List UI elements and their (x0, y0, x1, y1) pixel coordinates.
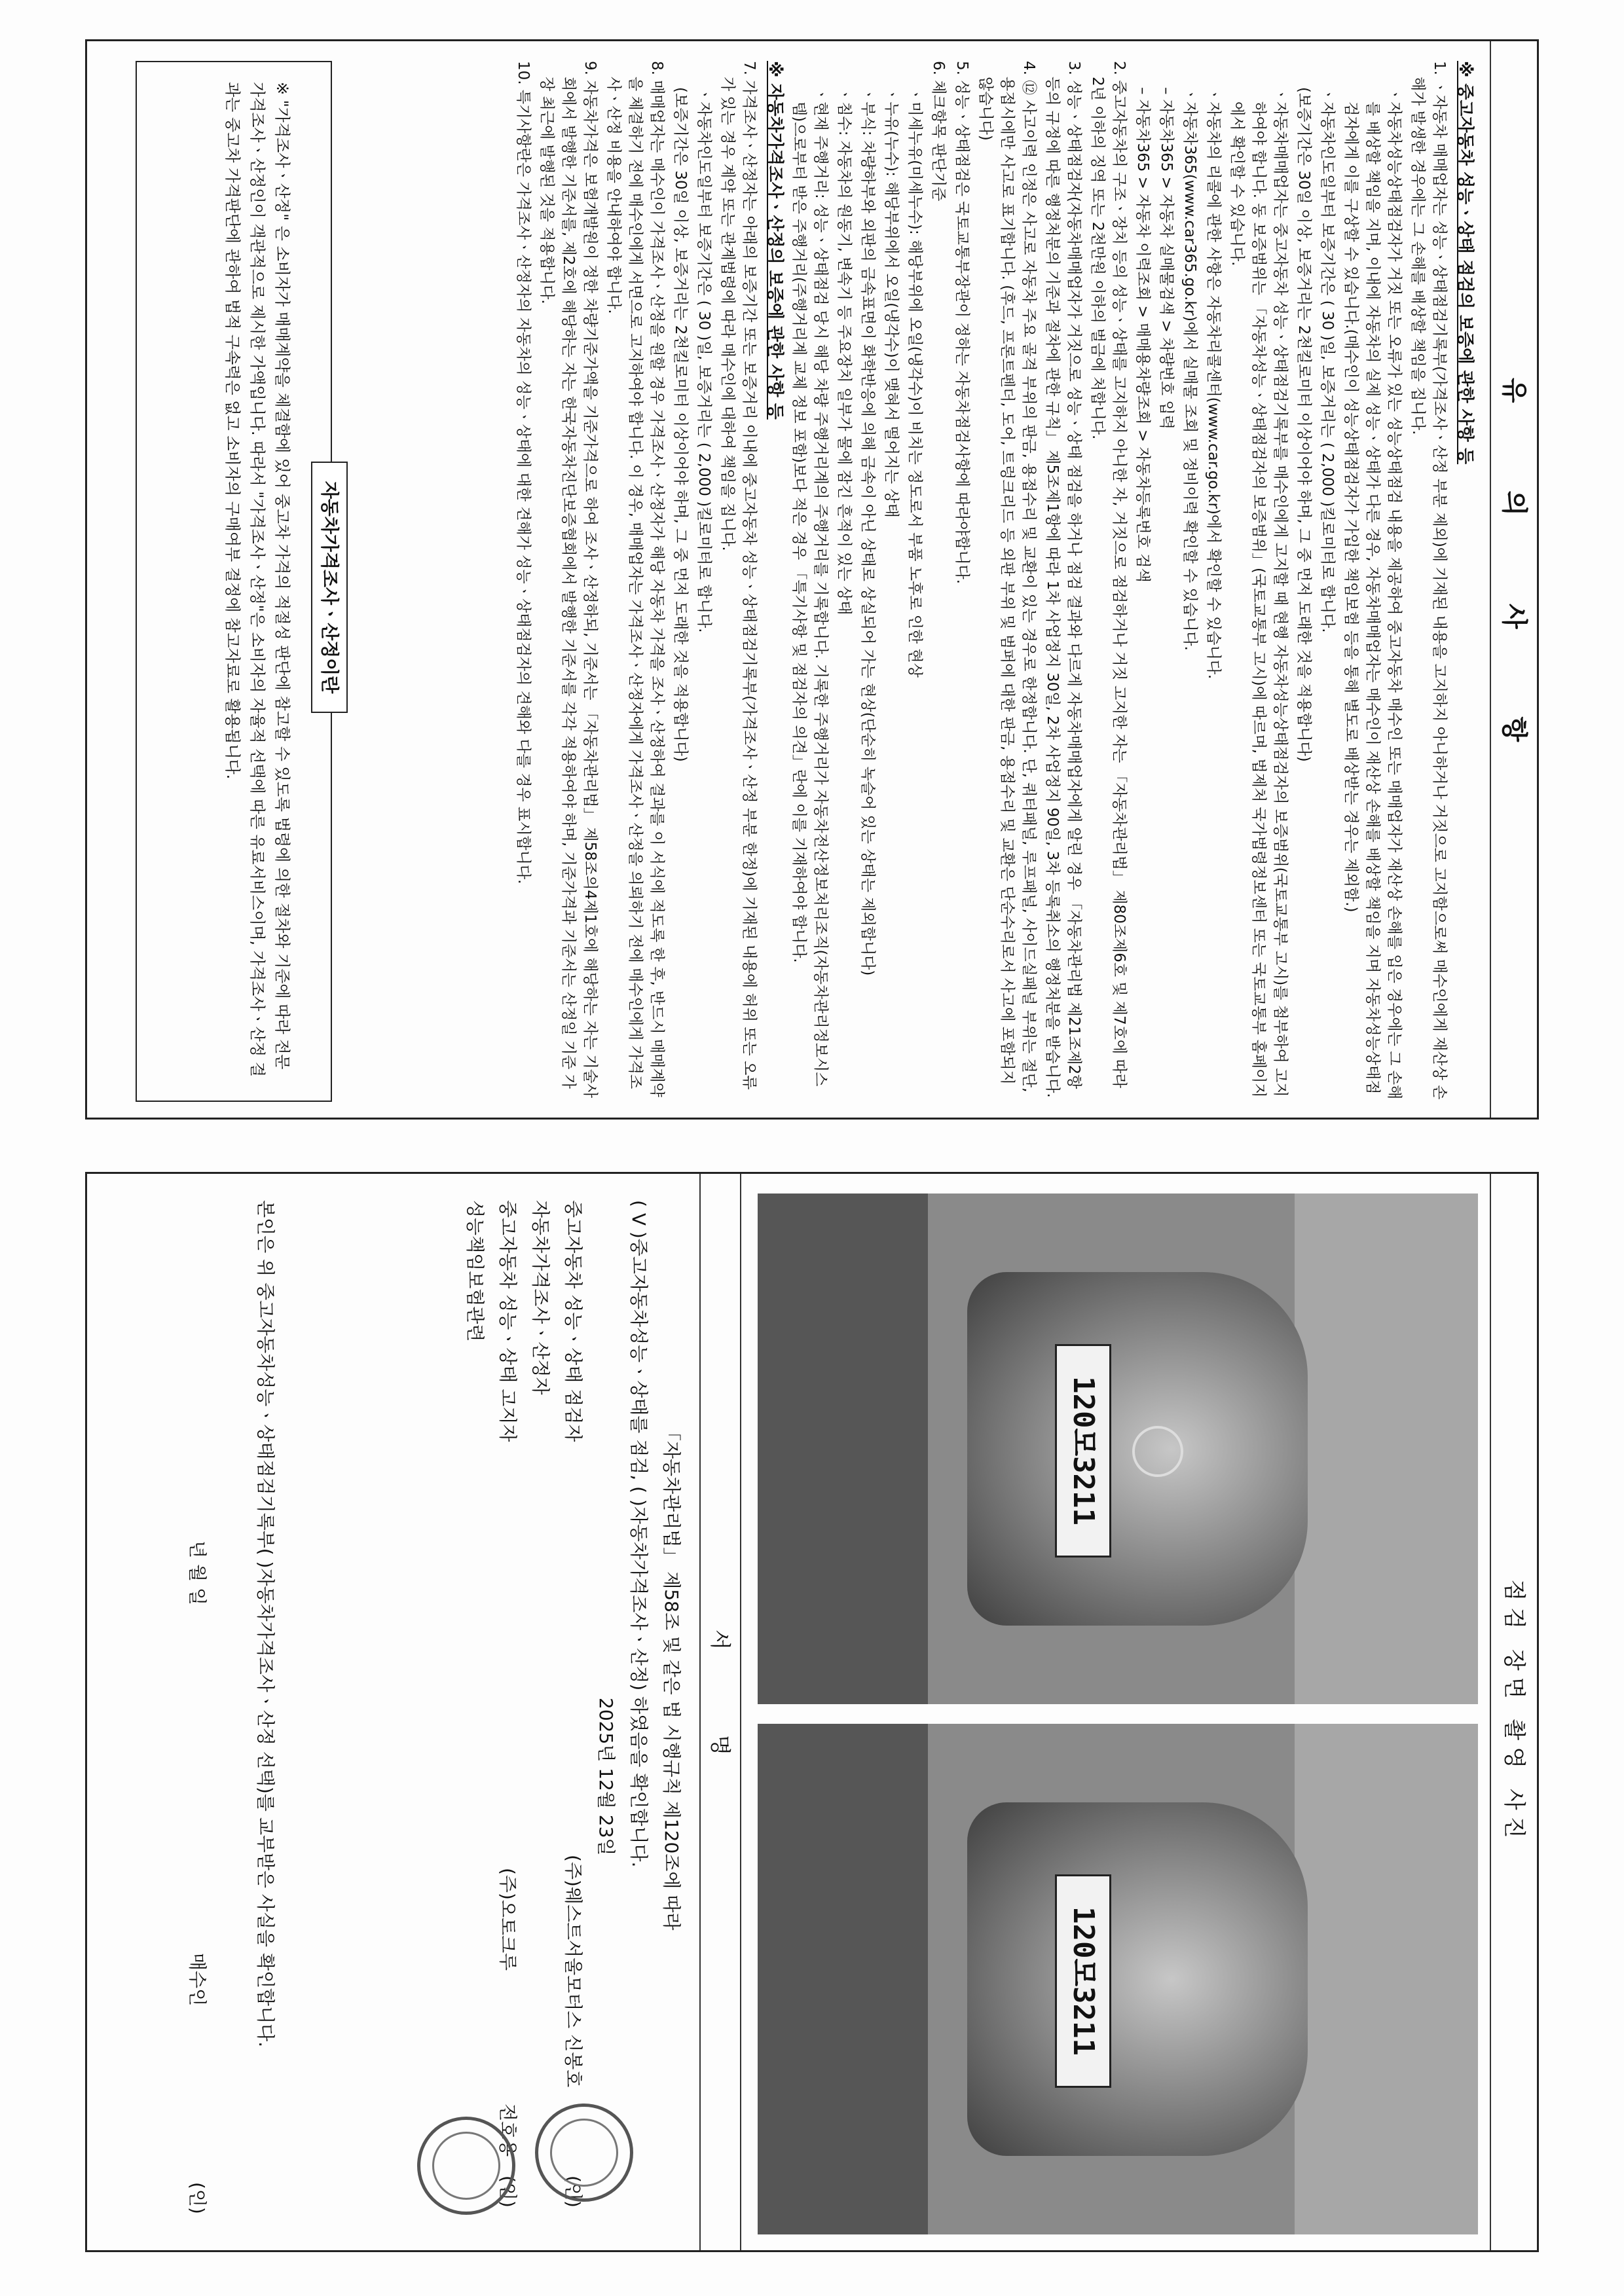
notice-item: 4. ⑫ 사고이력 인정은 사고로 자동차 주요 골격 부위의 판금, 용접수리 및 교환이 있는 경우로 한정합니다. 단, 쿼터패널, 루프패널, 사이드실패널 부위는 절단, 용접시에만 사고로 표기합니다. (후드, 프론트펜더, 도어, 트렁크리드 등 외판 부위 및 범퍼에 대한 판금, 용접수리 및 교환은 단순수리로서 사고에 포함되지 않습니다) (977, 61, 1037, 1093)
notice-item: 6. 체크항목 판단기준 (930, 61, 947, 202)
notice-panel (85, 39, 1539, 1120)
notice-subitem: ㆍ부식: 차량하부와 외판의 금속표면이 화학반응에 의해 금속이 아닌 상태로 상실되어 가는 현상(단순히 녹슬어 있는 상태는 제외합니다) (859, 87, 876, 976)
license-plate: 120모3211 (1055, 1344, 1111, 1558)
role-label: 성능책임보험관련 (464, 1200, 486, 1342)
license-plate: 120모3211 (1055, 1874, 1111, 2088)
notice-title: 유 의 사 항 (1490, 41, 1537, 1118)
signature-intro: 「자동차관리법」 제58조 및 같은 법 시행규칙 제120조에 따라 (661, 1423, 682, 1931)
notice-subitem: ㆍ침수: 자동차의 원동기, 변속기 등 주요장치 일부가 물에 잠긴 흔적이 있는 상태 (836, 87, 853, 615)
role-signature: 전호용 (497, 2104, 519, 2157)
rear-photo (758, 1724, 1478, 2234)
buyer-seal-mark: (인) (187, 2182, 208, 2214)
photo-ground (758, 1194, 928, 1704)
section-price-head: ※ 자동차가격조사ㆍ산정의 보증에 관한 사항 등 (765, 61, 784, 420)
notice-subitem: ㆍ미세누유(미세누수): 해당부위에 오일(냉각수)이 비치는 정도로서 부품 노후로 인한 현상 (906, 87, 923, 678)
price-definition-box (136, 61, 341, 1102)
signature-panel (85, 1172, 1539, 2252)
notice-item: 10. 특기사항란은 가격조사ㆍ산정자의 자동차의 성능ㆍ상태에 대한 견해가 성능ㆍ상태점검자의 견해와 다를 경우 표시합니다. (515, 61, 532, 884)
notice-subitem: (보증기간은 30일 이상, 보증거리는 2천킬로미터 이상이어야 하며, 그 중 먼저 도래한 것을 적용합니다) (1295, 87, 1312, 762)
signature-section-title: 서 명 (699, 1174, 741, 2250)
role-name: (주)웨스트서울모터스 신봉호 (563, 1855, 584, 2088)
price-definition-text: ※ "가격조사ㆍ산정" 은 소비자가 매매계약을 체결함에 있어 중고차 가격의 적절성 판단에 참고할 수 있도록 법령에 의한 절차와 기준에 따라 전문 가격조사ㆍ산정인이 객관적으로 제시한 가액입니다. 따라서 "가격조사ㆍ산정"은 소비자의 자율적 선택에 따른 유료서비스이며, 가격조사ㆍ산정 결과는 중고차 가격판단에 관하여 법적 구속력은 없고 소비자의 구매여부 결정에 참고자료로 활용됩니다. (223, 82, 291, 1077)
role-label: 중고자동차 성능ㆍ상태 고지자 (497, 1200, 519, 1442)
notice-subitem: – 자동차365 > 자동차 이력조회 > 매매용차량조회 > 자동차등록번호 검색 (1134, 87, 1151, 583)
notice-item: 3. 성능ㆍ상태점검자(자동차매매업자가 거짓으로 성능ㆍ상태 점검을 하거나 점검 결과와 다르게 자동차매매업자에게 알린 경우 「자동차관리법 제21조제2항 등의 규정에 따른 행정처분의 기준과 절차에 관한 규칙」 제5조제1항에 따라 1차 사업정지 30일, 2차 사업정지 90일, 3차 등록취소의 행정처분을 받습니다. (1044, 61, 1082, 1098)
notice-body (510, 61, 1478, 1102)
section-performance-head: ※ 중고자동차 성능ㆍ상태 점검의 보증에 관한 사항 등 (1455, 61, 1475, 465)
notice-subitem: (보증기간은 30일 이상, 보증거리는 2천킬로미터 이상이어야 하며, 그 중 먼저 도래한 것을 적용합니다) (672, 87, 689, 762)
signature-date: 2025년 12월 23일 (595, 1698, 617, 1856)
seal-mark: (인) (563, 2176, 584, 2208)
buyer-label: 매수인 (187, 1953, 208, 2007)
notice-item: 2. 중고자동차의 구조ㆍ장치 등의 성능ㆍ상태를 고지하지 아니한 자, 거짓으로 점검하거나 거짓 고지한 자는 「자동차관리법」 제80조제6호 및 제7호에 따라 2년 이하의 징역 또는 2천만원 이하의 벌금에 처합니다. (1089, 61, 1128, 1088)
signature-checkbox-line: ( V )중고자동차성능ㆍ상태를 점검, ( )자동차가격조사ㆍ산정) 하였음을 확인합니다. (628, 1200, 650, 1868)
role-label: 자동차가격조사ㆍ산정자 (530, 1200, 551, 1395)
inspection-photos (758, 1194, 1478, 2234)
notice-subitem: ㆍ자동차의 리콜에 관한 사항은 자동차리콜센터(www.car.go.kr)에서 확인할 수 있습니다. (1205, 87, 1222, 680)
notice-subitem: ㆍ자동차성능상태점검자가 거짓 또는 오류가 있는 성능상태점검 내용을 제공하여 중고자동차 매수인 또는 매매업자가 재산상 손해를 입은 경우에는 그 손해를 배상할 책임을 지며, 이내에 자동차의 실제 성능ㆍ상태가 다른 경우, 자동차매매업자는 매수인이 재산상 손해를 배상할 책임을 지며 자동차성능상태점검자에게 이를 구상할 수 있습니다.(매수인이 성능상태점검자가 가입한 책임보험 등을 통해 별도로 배상받는 경우는 제외함.) (1342, 87, 1403, 1100)
notice-item: 7. 가격조사ㆍ산정자는 아래의 보증기간 또는 보증거리 이내에 중고자동차 성능ㆍ상태점검기록부(가격조사ㆍ산정 부분 한정)에 기재된 내용에 허위 또는 오류가 있는 경우 계약 또는 관계법령에 따라 매수인에 대하여 책임을 집니다. (719, 61, 758, 1090)
confirmation-date-blank: 년 월 일 (187, 1540, 208, 1605)
car-rear-image (967, 1802, 1308, 2156)
signature-body (456, 1200, 686, 2228)
buyer-confirmation (172, 1200, 280, 2228)
front-photo (758, 1194, 1478, 1704)
notice-item: 1. ㆍ자동차 매매업자는 성능ㆍ상태점검기록부(가격조사ㆍ산정 부분 제외)에 기재된 내용을 고지하지 아니하거나 거짓으로 고지함으로써 매수인에게 재산상 손해가 발생한 경우에는 그 손해를 배상할 책임을 집니다. (1409, 61, 1448, 1100)
notice-item: 8. 매매업자는 매수인이 가격조사ㆍ산정을 원할 경우 가격조사ㆍ산정자가 해당 자동차 가격을 조사ㆍ산정하여 결과를 이 서식에 적도록 한 후, 반드시 매매계약을 체결하기 전에 매수인에게 서면으로 고지하여야 합니다. 이 경우, 매매업자는 가격조사ㆍ산정자에게 가격조사ㆍ산정을 의뢰하기 전에 매수인에게 가격조사ㆍ산정 비용을 안내하여야 합니다. (605, 61, 665, 1097)
notice-subitem: ㆍ자동차매매업자는 중고자동차 성능ㆍ상태점검기록부를 매수인에게 고지할 때 현행 자동차성능상태점검자의 보증범위(국토교통부 고시)를 첨부하여 고지하여야 합니다. 동 보증범위는 「자동차성능ㆍ상태점검자의 보증범위」(국토교통부 고시)에 따르며, 법제처 국가법령정보센터 또는 국토교통부 홈페이지에서 확인할 수 있습니다. (1228, 87, 1289, 1098)
confirmation-text: 본인은 위 중고자동차성능ㆍ상태점검기록부( )자동차가격조사ㆍ산정 선택)를 교부받은 사실을 확인합니다. (255, 1200, 276, 2048)
notice-subitem: ㆍ누유(누수): 해당부위에서 오일(냉각수)이 맺혀서 떨어지는 상태 (883, 87, 900, 518)
company-seal-stamp (535, 2104, 633, 2202)
photo-background (1295, 1194, 1478, 1704)
seal-mark: (인) (497, 2176, 519, 2208)
notice-subitem: ㆍ자동차인도일부터 보증기간은 ( 30 )일, 보증거리는 ( 2,000 )킬로미터로 합니다. (695, 87, 712, 633)
notice-subitem: – 자동차365 > 자동차 실매물검색 > 차량번호 입력 (1158, 87, 1175, 429)
price-definition-title: 자동차가격조사ㆍ산정이란 (311, 462, 348, 713)
notice-subitem: ㆍ현재 주행거리: 성능ㆍ상태점검 당시 해당 차량 주행거리계의 주행거리를 기록합니다. 기록한 주행거리가 자동차전산정보처리조직(자동차관리정보시스템)으로부터 받은 주행거리(주행거리계 교체 정보 포함)보다 적은 경우 「특기사항 및 점검자의 의견」란에 이를 기재하여야 합니다. (790, 87, 829, 1087)
role-name: (주)오토크루 (497, 1868, 519, 1971)
notice-subitem: ㆍ자동차인도일부터 보증기간은 ( 30 )일, 보증거리는 ( 2,000 )킬로미터로 합니다. (1319, 87, 1336, 633)
notice-subitem: ㆍ자동차365(www.car365.go.kr)에서 실매물 조회 및 정비이력 확인할 수 있습니다. (1181, 87, 1198, 651)
photo-background (1295, 1724, 1478, 2234)
photo-section-title: 점검 장면 촬영 사진 (1490, 1174, 1537, 2250)
rotated-document-sheet (85, 39, 1539, 2252)
role-label: 중고자동차 성능ㆍ상태 점검자 (563, 1200, 584, 1442)
notice-item: 9. 자동차가격은 보험개발원이 정한 차량기준가액을 기준가격으로 하여 조사ㆍ산정하되, 기준서는 「자동차관리법」 제58조의4제1호에 해당하는 자는 기술사회에서 발행한 기준서를, 제2호에 해당하는 자는 한국자동차진단보증협회에서 발행한 기준서를 각각 적용하여야 하며, 기준가격과 기준서는 산정일 기준 가장 최근에 발행된 것을 적용합니다. (538, 61, 599, 1099)
car-emblem-icon (1132, 1426, 1183, 1477)
company-seal-stamp (417, 2117, 515, 2215)
photo-ground (758, 1724, 928, 2234)
notice-item: 5. 성능ㆍ상태점검은 국토교통부장관이 정하는 자동차점검사항에 따라야합니다. (953, 61, 970, 585)
